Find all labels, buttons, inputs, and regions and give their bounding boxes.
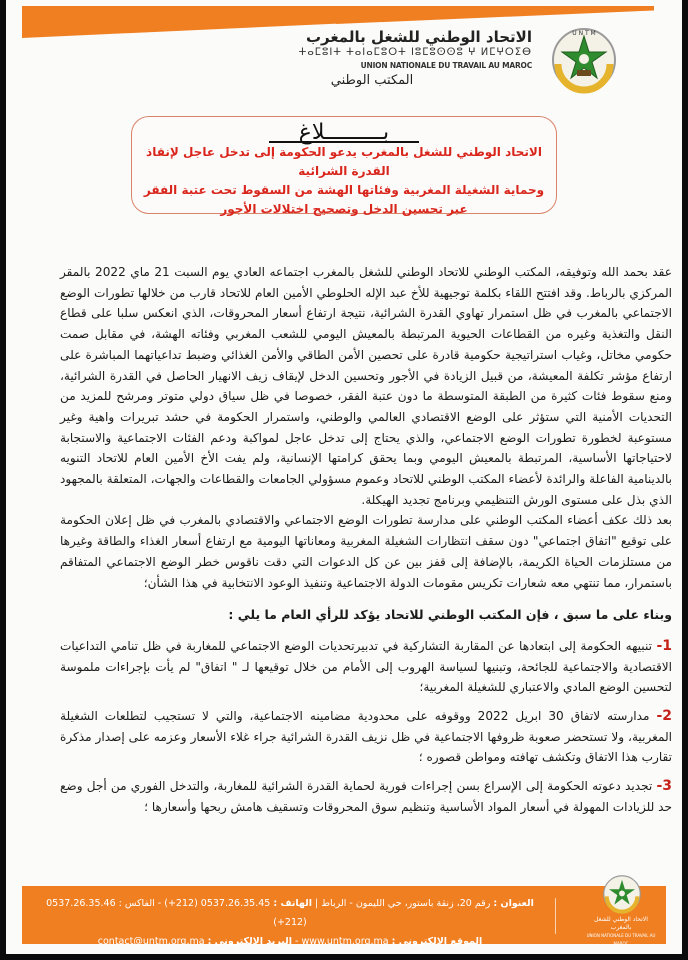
footer-contact-lines <box>40 894 540 951</box>
lead-statement: وبناء على ما سبق ، فإن المكتب الوطني للاتحاد يؤكد للرأي العام ما يلي : <box>228 607 672 623</box>
org-name-arabic: الاتحاد الوطني للشغل بالمغرب <box>305 28 532 46</box>
item-number: 2- <box>656 708 673 725</box>
footer-brand <box>586 916 656 948</box>
footer-brand-fr: UNION NATIONALE DU TRAVAIL AU MAROC <box>586 933 656 946</box>
title-line-3: عبر تحسين الدخل وتصحيح اختلالات الأجور <box>220 202 468 216</box>
press-release-page <box>6 0 682 960</box>
fax-label: الفاكس : <box>118 898 155 909</box>
national-office-label: المكتب الوطني <box>330 73 414 88</box>
title-line-2: وحماية الشغيلة المغربية وفئاتها الهشة من السقوط تحت عتبة الفقر <box>143 183 545 197</box>
body-paragraph-2: بعد ذلك عكف أعضاء المكتب الوطني على مدارسة تطورات الوضع الاجتماعي والاقتصادي بالمغرب في ظل إعلان الحكومة على توقيع "اتفاق اجتماعي" دون سقف انتظارات الشغيلة المغربية ومعاناتها اليومية مع ارتفاع أسعار الغذاء والطاقة وغيرها من مستلزمات الحياة الكريمة، بالإضافة إلى قفز بين عن كل الدعوات التي دقت ناقوس خطر الوضع الاجتماعي المتفاقم باستمرار، مما تنتهي معه شعارات تكريس مقومات الدولة الاجتماعية وتنفيذ الوعود الانتخابية في هذا الشأن؛ <box>60 513 672 590</box>
press-release-heading: بـــــــــلاغ <box>269 121 419 143</box>
header-brand <box>272 28 532 90</box>
footer-line-1: العنوان : رقم 20، زنقة باستور، حي الليمون - الرباط | الهاتف : 0537.26.35.45 (212+) - الفاكس : 0537.26.35.46 (212+) <box>46 898 534 928</box>
item-number: 3- <box>656 778 672 795</box>
footer-line-2: الموقع الإلكتروني : www.untm.org.ma - البريد الإلكتروني : contact@untm.org.ma <box>97 936 483 947</box>
footer-brand-ar: الاتحاد الوطني للشغل بالمغرب <box>594 916 648 931</box>
footer-contact-bar <box>22 886 666 947</box>
list-item <box>60 776 672 817</box>
footer-logo-icon <box>602 874 642 914</box>
item-text: تجديد دعوته الحكومة إلى الإسراع بسن إجراءات فورية لحماية القدرة الشرائية للمغاربة، والتدخل الفوري من أجل وضع حد للزيادات المهولة في أسعار المواد الأساسية وتنظيم سوق المحروقات وتسقيف هامش ربحها وأسعارها ؛ <box>60 779 672 814</box>
title-box <box>131 116 557 214</box>
website-label: الموقع الإلكتروني : <box>391 936 483 947</box>
list-item <box>60 706 672 768</box>
untm-logo-icon <box>550 26 618 94</box>
title-line-1: الاتحاد الوطني للشغل بالمغرب يدعو الحكومة إلى تدخل عاجل لإنقاذ القدرة الشرائية <box>146 145 542 178</box>
item-text: تنبيهه الحكومة إلى ابتعادها عن المقاربة التشاركية في تدبيرتحديات الوضع الاجتماعي للمغاربة في ظل تنامي التداعيات الاقتصادية والاجتماعية للجائحة، وتبنيها لسياسة الهروب إلى الأمام من خلال توقيعها لـ " اتفاق" لم يأت بإجراءات ملموسة لتحسين الوضع المادي والاعتباري للشغيلة المغربية؛ <box>60 638 672 695</box>
address-label: العنوان : <box>493 898 534 909</box>
item-number: 1- <box>656 637 672 654</box>
org-name-french: UNION NATIONALE DU TRAVAIL AU MAROC <box>360 61 532 70</box>
body-paragraph-1: عقد بحمد الله وتوفيقه، المكتب الوطني للاتحاد الوطني للشغل بالمغرب اجتماعه العادي يوم السبت 21 ماي 2022 بالمقر المركزي بالرباط. وقد افتتح اللقاء بكلمة توجيهية للأخ عبد الإله الحلوطي الأمين العام للاتحاد قارب من خلالها تطورات الوضع الاجتماعي بالمغرب في ظل استمرار تهاوي القدرة الشرائية، نتيجة ارتفاع أسعار المحروقات، الذي انعكس سلبا على قطاع النقل والتغذية وغيره من القطاعات الحيوية المرتبطة بالمعيش اليومي للشعب المغربي وفئاته الهشة، في مقابل صمت حكومي مخاتل، وغياب استراتيجية حكومية قادرة على تحصين الأمن الطاقي والأمن الغذائي وضبط تداعياتهما المباشرة على ارتفاع مؤشر تكلفة المعيشة، من قبيل الزيادة في الأجور وتحسين الدخل لإيقاف زيف الانهيار الحاصل في القدرة الشرائية، ومنع سقوط فئات كثيرة من الطبقة المتوسطة ما دون عتبة الفقر، خصوصا في ظل سياق دولي متوتر ومرشح للمزيد من التحديات الأمنية التي ستؤثر على الوضع الاقتصادي العالمي والوطني، واستمرار الحكومة في حشد تبريرات واهية وغير مستوعبة لخطورة تطورات الوضع الاجتماعي، والذي يحتاج إلى تدخل عاجل لمواكبة ودعم الفئات الاجتماعية والاستجابة لاحتياجاتها الأساسية، المرتبطة بالمعيش اليومي وبما يحقق كرامتها الإنسانية، ولم يفت الأخ الأمين العام للاتحاد التنويه بالدينامية الفاعلة والرائدة لأعضاء المكتب الوطني للاتحاد وعموم مسؤولي الجامعات والقطاعات والجهات، المتعلقة بالمجهود الذي بذل على مستوى الورش التنظيمي وبرنامج تجديد الهيكلة. <box>60 265 672 507</box>
email-label: البريد الإلكتروني : <box>207 936 292 947</box>
footer-divider <box>555 898 556 934</box>
email-link[interactable]: contact@untm.org.ma <box>97 936 205 947</box>
logo-letters: U N T M <box>572 30 596 37</box>
address-value: رقم 20، زنقة باستور، حي الليمون - الرباط <box>321 898 491 909</box>
header-orange-band-right <box>336 6 654 24</box>
org-name-tifinagh: ⵜⴰⵎⵓⵏⵜ ⵜⴰⵏⴰⵎⵓⵔⵜ ⵏⵓⵎⵓⵙⵙⵓ ⵖ ⵍⵎⵖⵔⵉⴱ <box>298 47 532 58</box>
phone-label: الهاتف : <box>273 898 312 909</box>
item-text: مدارسته لاتفاق 30 ابريل 2022 ووقوفه على محدودية مضامينه الاجتماعية، والتي لا تستجيب لتطلعات الشغيلة المغربية، ولا تستحضر صعوبة ظروفها الاجتماعية في ظل نزيف القدرة الشرائية جراء غلاء الأسعار وعزمه على إصدار مذكرة تقارب هذا الاتفاق وتكشف تهافته ومواطن قصوره ؛ <box>60 709 672 765</box>
list-item <box>60 636 672 698</box>
fax-value: 0537.26.35.46 (212+) <box>46 898 307 928</box>
website-link[interactable]: www.untm.org.ma <box>301 936 389 947</box>
release-body <box>60 262 672 826</box>
phone-value: 0537.26.35.45 (212+) <box>164 898 271 909</box>
